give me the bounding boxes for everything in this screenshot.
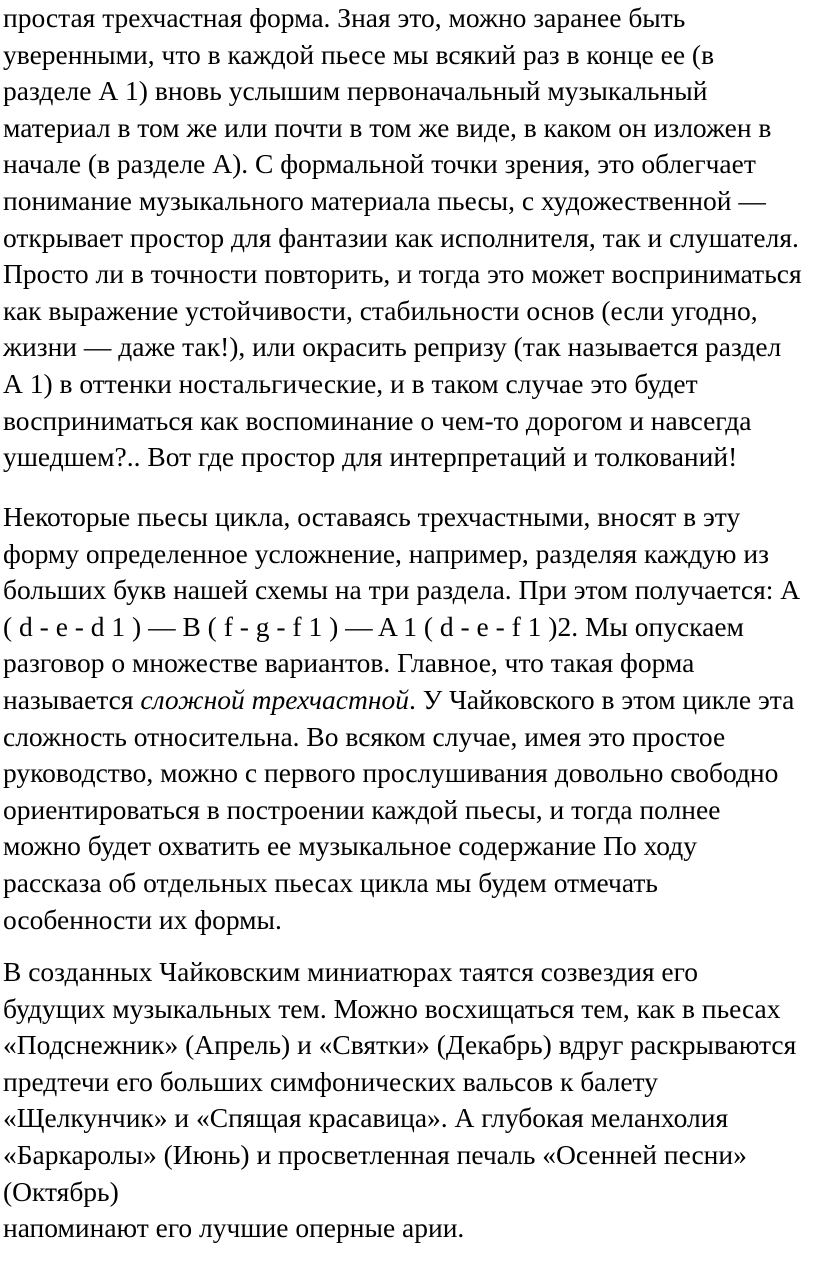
text-line: предтечи его больших симфонических вальсов к балету bbox=[3, 1065, 658, 1097]
paragraph-3 bbox=[3, 954, 796, 1247]
text-line: «Баркаролы» (Июнь) и просветленная печаль «Осенней песни» bbox=[3, 1138, 747, 1170]
text-line: ориентироваться в построении каждой пьесы, и тогда полнее bbox=[3, 793, 721, 825]
paragraph-2 bbox=[3, 499, 800, 938]
text-line: восприниматься как воспоминание о чем-то дорогом и навсегда bbox=[3, 404, 752, 436]
text-line-with-emphasis bbox=[3, 682, 800, 719]
text-line: простая трехчастная форма. Зная это, можно заранее быть bbox=[3, 2, 686, 33]
text-line: А 1) в оттенки ностальгические, и в таком случае это будет bbox=[3, 367, 698, 399]
text-line: понимание музыкального материала пьесы, с художественной — bbox=[3, 184, 766, 216]
text-line: руководство, можно с первого прослушивания довольно свободно bbox=[3, 757, 779, 789]
text-line: «Подснежник» (Апрель) и «Святки» (Декабрь) вдруг раскрываются bbox=[3, 1029, 797, 1061]
text-fragment: называется bbox=[3, 683, 141, 715]
text-line: напоминают его лучшие оперные арии. bbox=[3, 1212, 465, 1244]
text-line: уверенными, что в каждой пьесе мы всякий раз в конце ее (в bbox=[3, 38, 715, 70]
text-line: как выражение устойчивости, стабильности основ (если угодно, bbox=[3, 294, 758, 326]
text-line: (Октябрь) bbox=[3, 1175, 119, 1207]
paragraph-1 bbox=[3, 0, 802, 476]
text-line: материал в том же или почти в том же виде, в каком он изложен в bbox=[3, 111, 772, 143]
text-line: ( d - e - d 1 ) — B ( f - g - f 1 ) — A 1 ( d - e - f 1 )2. Мы опускаем bbox=[3, 610, 744, 642]
italic-term: сложной трехчастной bbox=[140, 683, 409, 715]
text-line: В созданных Чайковским миниатюрах таятся созвездия его bbox=[3, 956, 698, 987]
text-line: Некоторые пьесы цикла, оставаясь трехчастными, вносят в эту bbox=[3, 501, 741, 532]
text-line: можно будет охватить ее музыкальное содержание По ходу bbox=[3, 830, 697, 862]
text-line: форму определенное усложнение, например, разделяя каждую из bbox=[3, 537, 769, 569]
text-line: начале (в разделе А). С формальной точки зрения, это облегчает bbox=[3, 148, 756, 180]
text-line: «Щелкунчик» и «Спящая красавица». А глубокая меланхолия bbox=[3, 1102, 729, 1134]
text-line: открывает простор для фантазии как исполнителя, так и слушателя. bbox=[3, 221, 799, 253]
text-line: будущих музыкальных тем. Можно восхищаться тем, как в пьесах bbox=[3, 992, 781, 1024]
text-line: ушедшем?.. Вот где простор для интерпретаций и толкований! bbox=[3, 441, 738, 473]
text-line: особенности их формы. bbox=[3, 903, 282, 935]
text-line: сложность относительна. Во всяком случае, имея это простое bbox=[3, 720, 726, 752]
text-line: больших букв нашей схемы на три раздела. При этом получается: А bbox=[3, 574, 801, 606]
text-line: рассказа об отдельных пьесах цикла мы будем отмечать bbox=[3, 866, 658, 898]
text-line: разделе А 1) вновь услышим первоначальный музыкальный bbox=[3, 75, 708, 107]
text-line: жизни — даже так!), или окрасить репризу (так называется раздел bbox=[3, 331, 782, 363]
text-line: разговор о множестве вариантов. Главное, что такая форма bbox=[3, 647, 695, 679]
text-line: Просто ли в точности повторить, и тогда это может восприниматься bbox=[3, 258, 802, 290]
text-fragment: . У Чайковского в этом цикле эта bbox=[408, 683, 795, 715]
